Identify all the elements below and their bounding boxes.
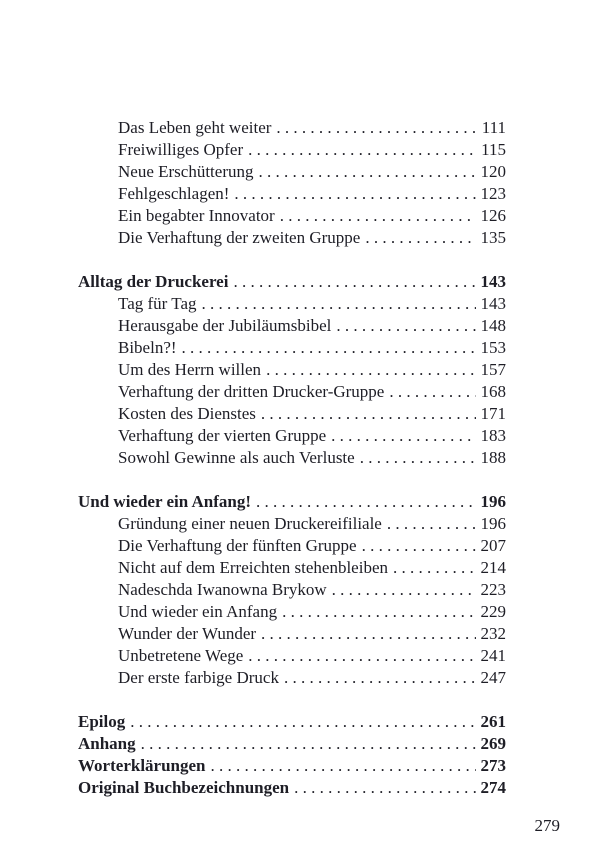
toc-entry-label: Ein begabter Innovator xyxy=(118,206,275,225)
dot-leader xyxy=(387,513,476,535)
dot-leader xyxy=(284,667,476,689)
toc-entry-page: 168 xyxy=(480,382,506,401)
dot-leader xyxy=(294,777,476,799)
toc-entry-row xyxy=(78,733,506,755)
toc-entry-page: 223 xyxy=(480,580,506,599)
toc-entry-row xyxy=(78,337,506,359)
dot-leader xyxy=(360,447,476,469)
dot-leader xyxy=(256,491,476,513)
toc-entry-page: 207 xyxy=(480,536,506,555)
toc-entry-row xyxy=(78,601,506,623)
dot-leader xyxy=(234,183,476,205)
toc-entry-row xyxy=(78,161,506,183)
toc-entry-row xyxy=(78,535,506,557)
toc-entry-label: Bibeln?! xyxy=(118,338,177,357)
toc-entry-page: 171 xyxy=(480,404,506,423)
dot-leader xyxy=(276,117,476,139)
dot-leader xyxy=(365,227,476,249)
toc-entry-label: Und wieder ein Anfang! xyxy=(78,492,252,511)
toc-entry-label: Der erste farbige Druck xyxy=(118,668,279,687)
dot-leader xyxy=(282,601,476,623)
toc-entry-label: Verhaftung der dritten Drucker-Gruppe xyxy=(118,382,385,401)
toc-heading-row xyxy=(78,491,506,513)
toc-entry-page: 196 xyxy=(480,492,506,511)
toc-entry-page: 269 xyxy=(480,734,506,753)
toc-entry-row xyxy=(78,205,506,227)
toc xyxy=(78,117,506,799)
toc-entry-page: 143 xyxy=(480,272,506,291)
toc-entry-page: 126 xyxy=(480,206,506,225)
toc-entry-label: Tag für Tag xyxy=(118,294,197,313)
dot-leader xyxy=(336,315,476,337)
toc-entry-row xyxy=(78,645,506,667)
toc-entry-page: 232 xyxy=(480,624,506,643)
toc-entry-row xyxy=(78,403,506,425)
toc-entry-page: 115 xyxy=(481,140,506,159)
toc-entry-label: Kosten des Dienstes xyxy=(118,404,256,423)
toc-entry-label: Original Buchbezeichnungen xyxy=(78,778,290,797)
toc-section xyxy=(78,491,506,689)
dot-leader xyxy=(362,535,476,557)
dot-leader xyxy=(261,403,476,425)
toc-entry-label: Gründung einer neuen Druckereifiliale xyxy=(118,514,382,533)
toc-entry-row xyxy=(78,425,506,447)
toc-entry-label: Fehlgeschlagen! xyxy=(118,184,230,203)
toc-entry-row xyxy=(78,623,506,645)
toc-entry-label: Wunder der Wunder xyxy=(118,624,257,643)
toc-entry-page: 153 xyxy=(480,338,506,357)
toc-entry-label: Worterklärungen xyxy=(78,756,206,775)
toc-entry-page: 111 xyxy=(481,118,506,137)
toc-entry-label: Nicht auf dem Erreichten stehenbleiben xyxy=(118,558,388,577)
dot-leader xyxy=(233,271,476,293)
toc-entry-page: 157 xyxy=(480,360,506,379)
toc-entry-page: 274 xyxy=(480,778,506,797)
toc-entry-row xyxy=(78,447,506,469)
toc-entry-row xyxy=(78,777,506,799)
toc-entry-row xyxy=(78,183,506,205)
toc-section xyxy=(78,117,506,249)
dot-leader xyxy=(130,711,476,733)
toc-entry-page: 188 xyxy=(480,448,506,467)
toc-entry-label: Freiwilliges Opfer xyxy=(118,140,244,159)
toc-heading-row xyxy=(78,271,506,293)
toc-entry-row xyxy=(78,227,506,249)
toc-entry-label: Alltag der Druckerei xyxy=(78,272,229,291)
toc-entry-label: Die Verhaftung der fünften Gruppe xyxy=(118,536,357,555)
toc-entry-label: Sowohl Gewinne als auch Verluste xyxy=(118,448,355,467)
toc-entry-row xyxy=(78,117,506,139)
toc-entry-page: 229 xyxy=(480,602,506,621)
toc-entry-label: Anhang xyxy=(78,734,136,753)
toc-entry-page: 261 xyxy=(480,712,506,731)
dot-leader xyxy=(182,337,476,359)
toc-entry-row xyxy=(78,711,506,733)
dot-leader xyxy=(331,425,476,447)
dot-leader xyxy=(332,579,476,601)
toc-entry-page: 183 xyxy=(480,426,506,445)
toc-entry-page: 273 xyxy=(480,756,506,775)
toc-entry-label: Und wieder ein Anfang xyxy=(118,602,278,621)
toc-entry-page: 120 xyxy=(480,162,506,181)
toc-entry-row xyxy=(78,359,506,381)
dot-leader xyxy=(261,623,476,645)
toc-entry-row xyxy=(78,579,506,601)
toc-entry-label: Um des Herrn willen xyxy=(118,360,262,379)
dot-leader xyxy=(202,293,476,315)
dot-leader xyxy=(248,139,476,161)
toc-entry-page: 148 xyxy=(480,316,506,335)
dot-leader xyxy=(280,205,476,227)
toc-entry-page: 196 xyxy=(480,514,506,533)
toc-entry-page: 241 xyxy=(480,646,506,665)
dot-leader xyxy=(248,645,476,667)
toc-entry-page: 214 xyxy=(480,558,506,577)
dot-leader xyxy=(389,381,476,403)
folio-page-number: 279 xyxy=(534,816,560,835)
dot-leader xyxy=(211,755,477,777)
toc-entry-page: 135 xyxy=(480,228,506,247)
toc-entry-label: Herausgabe der Jubiläumsbibel xyxy=(118,316,332,335)
toc-entry-label: Unbetretene Wege xyxy=(118,646,244,665)
toc-entry-row xyxy=(78,755,506,777)
dot-leader xyxy=(393,557,476,579)
toc-entry-label: Nadeschda Iwanowna Brykow xyxy=(118,580,327,599)
toc-entry-row xyxy=(78,667,506,689)
toc-entry-page: 143 xyxy=(480,294,506,313)
toc-entry-label: Neue Erschütterung xyxy=(118,162,254,181)
toc-entry-label: Verhaftung der vierten Gruppe xyxy=(118,426,327,445)
toc-section xyxy=(78,711,506,799)
toc-entry-row xyxy=(78,557,506,579)
toc-entry-page: 123 xyxy=(480,184,506,203)
toc-entry-label: Die Verhaftung der zweiten Gruppe xyxy=(118,228,361,247)
toc-entry-page: 247 xyxy=(480,668,506,687)
toc-entry-row xyxy=(78,513,506,535)
dot-leader xyxy=(266,359,476,381)
toc-entry-row xyxy=(78,293,506,315)
toc-entry-row xyxy=(78,315,506,337)
toc-entry-row xyxy=(78,381,506,403)
dot-leader xyxy=(258,161,476,183)
toc-entry-label: Das Leben geht weiter xyxy=(118,118,272,137)
toc-entry-label: Epilog xyxy=(78,712,126,731)
toc-section xyxy=(78,271,506,469)
toc-entry-row xyxy=(78,139,506,161)
dot-leader xyxy=(141,733,476,755)
